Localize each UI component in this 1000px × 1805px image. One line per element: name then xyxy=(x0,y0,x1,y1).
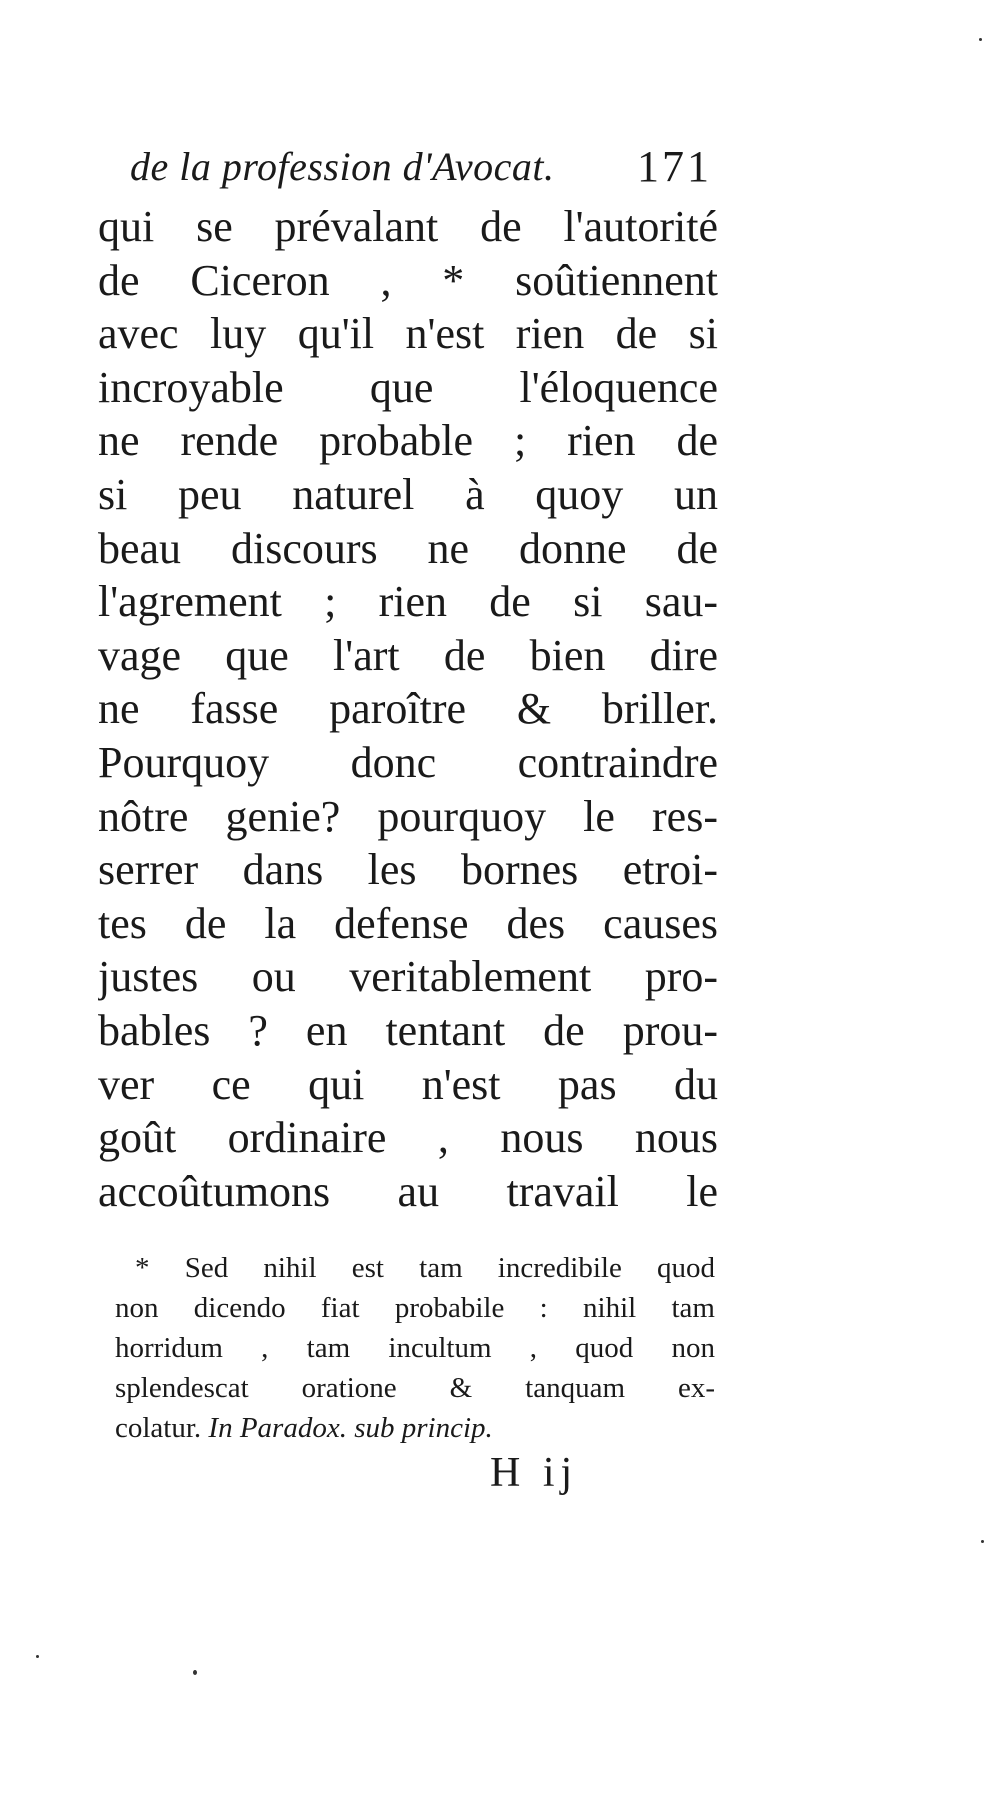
footnote xyxy=(115,1248,715,1448)
text-line: beau discours ne donne de xyxy=(98,523,718,573)
text-line: serrer dans les bornes etroi- xyxy=(98,845,718,895)
footnote-line: splendescat oratione & tanquam ex- xyxy=(115,1372,715,1404)
text-line: de Ciceron , * soûtiennent xyxy=(98,255,718,305)
text-line: ne rende probable ; rien de xyxy=(98,416,718,466)
text-line: ver ce qui n'est pas du xyxy=(98,1059,718,1109)
footnote-line: horridum , tam incultum , quod non xyxy=(115,1332,715,1364)
text-line: vage que l'art de bien dire xyxy=(98,630,718,680)
footnote-text: colatur. xyxy=(115,1412,202,1444)
text-line: si peu naturel à quoy un xyxy=(98,469,718,519)
text-line: avec luy qu'il n'est rien de si xyxy=(98,309,718,359)
ink-speck xyxy=(36,1655,39,1658)
page-header xyxy=(130,140,720,194)
text-line: goût ordinaire , nous nous xyxy=(98,1113,718,1163)
body-text xyxy=(98,200,718,1218)
ink-speck xyxy=(981,1540,984,1543)
text-line: l'agrement ; rien de si sau- xyxy=(98,577,718,627)
text-line: bables ? en tentant de prou- xyxy=(98,1005,718,1055)
ink-speck xyxy=(193,1670,197,1675)
text-line: justes ou veritablement pro- xyxy=(98,952,718,1002)
running-title: de la profession d'Avocat. xyxy=(130,144,555,189)
text-line: nôtre genie? pourquoy le res- xyxy=(98,791,718,841)
text-line: incroyable que l'éloquence xyxy=(98,362,718,412)
text-line: tes de la defense des causes xyxy=(98,898,718,948)
ink-speck xyxy=(979,38,982,41)
signature-mark: H ij xyxy=(490,1450,579,1496)
text-line: Pourquoy donc contraindre xyxy=(98,737,718,787)
page-number: 171 xyxy=(637,142,712,191)
footnote-line: non dicendo fiat probabile : nihil tam xyxy=(115,1292,715,1324)
text-line: qui se prévalant de l'autorité xyxy=(98,202,718,251)
text-line: ne fasse paroître & briller. xyxy=(98,684,718,734)
footnote-citation: In Paradox. sub princip. xyxy=(208,1412,493,1444)
footnote-line xyxy=(115,1408,715,1448)
text-line: accoûtumons au travail le xyxy=(98,1166,718,1216)
footnote-line: * Sed nihil est tam incredibile quod xyxy=(135,1252,715,1284)
